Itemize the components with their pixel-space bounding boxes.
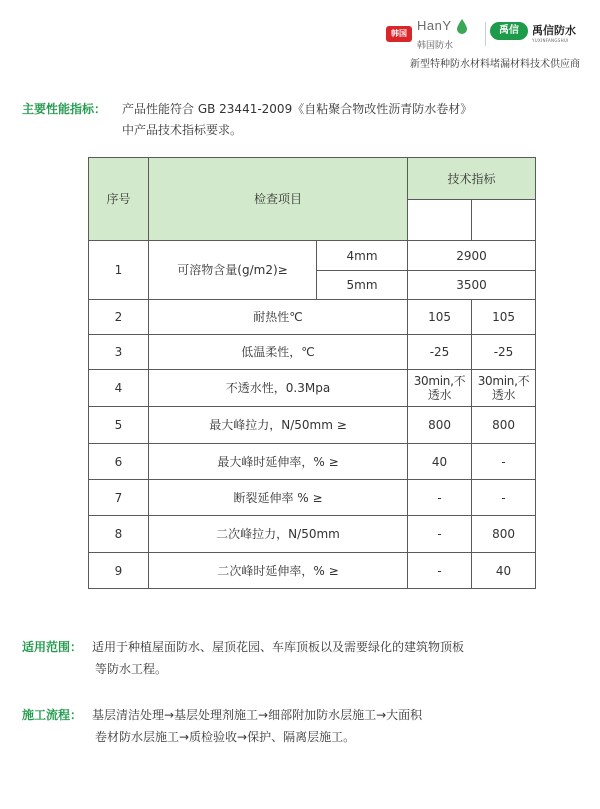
row-item: 二次峰时延伸率，% ≥ xyxy=(149,553,408,589)
row-value-2: 800 xyxy=(472,407,536,444)
process-line-1: 基层清洁处理→基层处理剂施工→细部附加防水层施工→大面积 xyxy=(92,708,423,722)
row-value-1: 40 xyxy=(408,444,472,480)
row-item: 可溶物含量(g/m2)≥ xyxy=(149,241,317,300)
row-no: 5 xyxy=(89,407,149,444)
row-value-2: -25 xyxy=(472,335,536,370)
spec-section-label: 主要性能指标： xyxy=(22,102,107,116)
logo-divider xyxy=(485,22,486,46)
row-item: 低温柔性，℃ xyxy=(149,335,408,370)
row-value-1: 105 xyxy=(408,300,472,335)
row-value-1: - xyxy=(408,516,472,553)
row-no: 9 xyxy=(89,553,149,589)
spec-intro-line-1: 产品性能符合 GB 23441-2009《自粘聚合物改性沥青防水卷材》 xyxy=(122,102,473,116)
row-no: 1 xyxy=(89,241,149,300)
row-no: 2 xyxy=(89,300,149,335)
yuxin-brand-en: YUXINFANGSHUI xyxy=(532,38,569,43)
spec-table xyxy=(88,157,536,589)
table-row xyxy=(89,444,536,480)
row-value-1: -25 xyxy=(408,335,472,370)
row-value-2: 40 xyxy=(472,553,536,589)
table-row xyxy=(89,407,536,444)
hanyu-brand-text: HanY xyxy=(417,18,452,33)
table-row xyxy=(89,300,536,335)
scope-line-1: 适用于种植屋面防水、屋顶花园、车库顶板以及需要绿化的建筑物顶板 xyxy=(92,640,465,654)
table-row xyxy=(89,335,536,370)
header-spec-sub-2 xyxy=(472,200,536,241)
row-value-1 xyxy=(408,370,472,407)
row-value: 2900 xyxy=(408,241,536,271)
row-item: 断裂延伸率 % ≥ xyxy=(149,480,408,516)
row-value-1-line-1: 30min,不 xyxy=(413,374,466,388)
header-spec: 技术指标 xyxy=(408,158,536,200)
hanyu-logo xyxy=(386,18,476,54)
hanyu-badge: 韩国 xyxy=(386,26,412,42)
yuxin-logo xyxy=(490,22,590,52)
table-row xyxy=(89,553,536,589)
table-row xyxy=(89,516,536,553)
row-value-2 xyxy=(472,370,536,407)
row-sub-thickness: 4mm xyxy=(317,241,408,271)
row-value-1: - xyxy=(408,480,472,516)
row-value: 3500 xyxy=(408,271,536,300)
table-row xyxy=(89,480,536,516)
yuxin-badge: 禹信 xyxy=(490,22,528,40)
row-item: 不透水性，0.3Mpa xyxy=(149,370,408,407)
header-no: 序号 xyxy=(89,158,149,241)
row-value-2: - xyxy=(472,480,536,516)
hanyu-brand-cn: 韩国防水 xyxy=(417,41,454,51)
row-no: 6 xyxy=(89,444,149,480)
row-value-2-line-2: 透水 xyxy=(491,388,516,402)
scope-section-label: 适用范围： xyxy=(22,640,83,654)
process-line-2: 卷材防水层施工→质检验收→保护、隔离层施工。 xyxy=(95,730,356,744)
table-row xyxy=(89,370,536,407)
row-value-2: - xyxy=(472,444,536,480)
row-value-2: 105 xyxy=(472,300,536,335)
row-value-1: - xyxy=(408,553,472,589)
page-header xyxy=(0,0,600,80)
row-value-1: 800 xyxy=(408,407,472,444)
header-item: 检查项目 xyxy=(149,158,408,241)
row-item: 最大峰拉力，N/50mm ≥ xyxy=(149,407,408,444)
header-spec-sub-1 xyxy=(408,200,472,241)
row-item: 耐热性℃ xyxy=(149,300,408,335)
row-no: 7 xyxy=(89,480,149,516)
company-tagline: 新型特种防水材料堵漏材料技术供应商 xyxy=(410,59,580,70)
water-drop-icon xyxy=(456,18,468,34)
row-no: 8 xyxy=(89,516,149,553)
row-sub-thickness: 5mm xyxy=(317,271,408,300)
spec-intro-line-2: 中产品技术指标要求。 xyxy=(122,123,243,137)
row-no: 3 xyxy=(89,335,149,370)
row-item: 二次峰拉力，N/50mm xyxy=(149,516,408,553)
table-header-row xyxy=(89,158,536,200)
row-no: 4 xyxy=(89,370,149,407)
row-item: 最大峰时延伸率，% ≥ xyxy=(149,444,408,480)
scope-line-2: 等防水工程。 xyxy=(95,662,168,676)
row-value-1-line-2: 透水 xyxy=(427,388,452,402)
yuxin-brand-cn: 禹信防水 xyxy=(532,24,576,37)
row-value-2-line-1: 30min,不 xyxy=(477,374,530,388)
table-row xyxy=(89,241,536,271)
row-value-2: 800 xyxy=(472,516,536,553)
process-section-label: 施工流程： xyxy=(22,708,83,722)
